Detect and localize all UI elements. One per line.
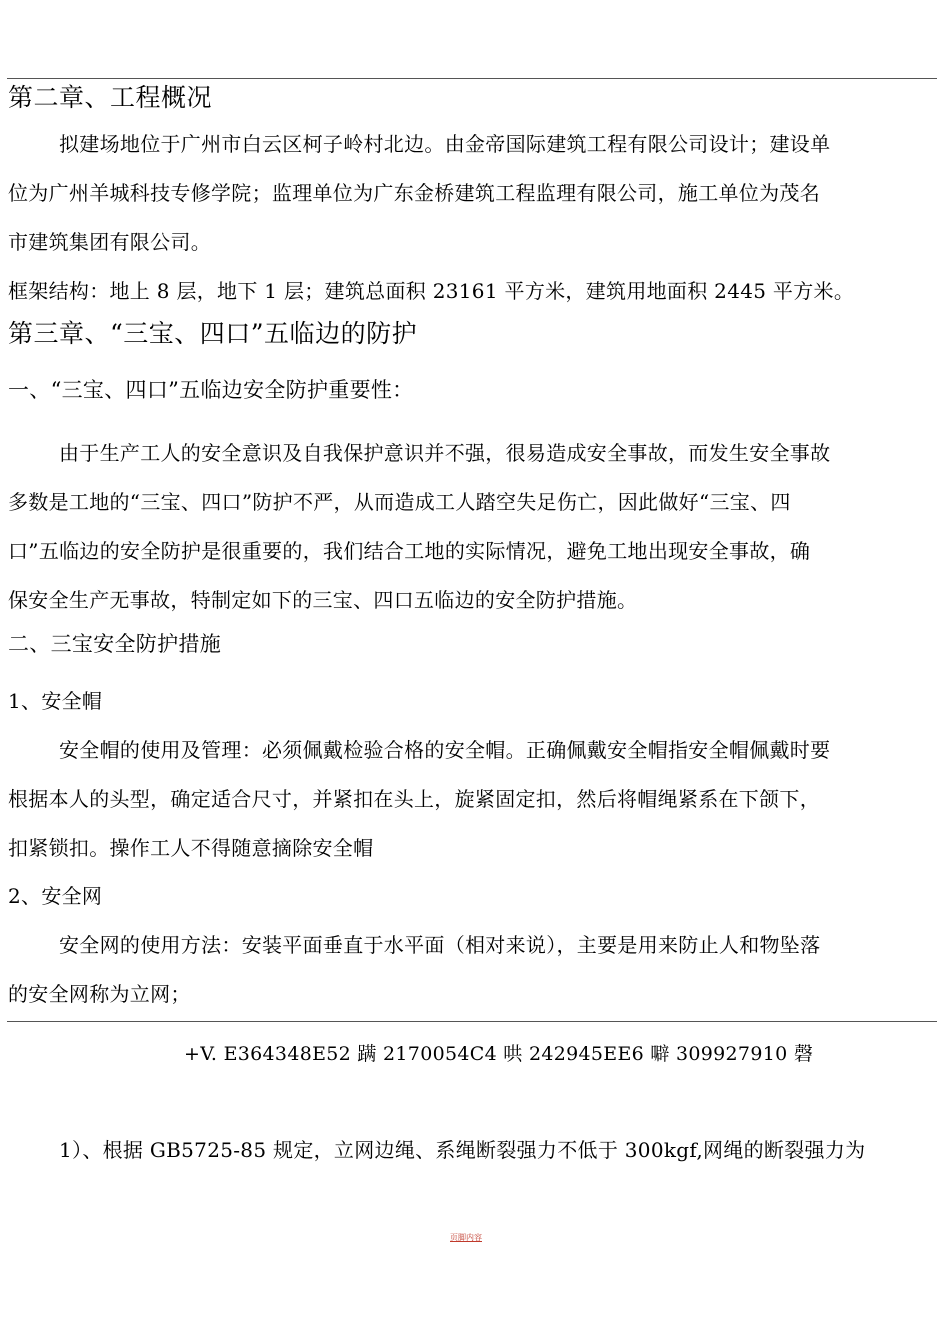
paragraph-line: 市建筑集团有限公司。 xyxy=(8,230,211,254)
paragraph-line: 保安全生产无事故，特制定如下的三宝、四口五临边的安全防护措施。 xyxy=(8,588,638,612)
bottom-divider xyxy=(7,1021,937,1022)
subsection-heading: 1、安全帽 xyxy=(8,689,103,713)
paragraph-line: 1）、根据 GB5725-85 规定，立网边绳、系绳断裂强力不低于 300kgf,网绳的断裂强力为 xyxy=(59,1138,866,1162)
paragraph-line: 位为广州羊城科技专修学院；监理单位为广东金桥建筑工程监理有限公司，施工单位为茂名 xyxy=(8,181,820,205)
paragraph-line: 框架结构：地上 8 层，地下 1 层；建筑总面积 23161 平方米，建筑用地面积 2445 平方米。 xyxy=(8,279,855,303)
chapter-3-heading: 第三章、“三宝、四口”五临边的防护 xyxy=(8,319,418,348)
paragraph-line: 的安全网称为立网； xyxy=(8,982,191,1006)
section-2-heading: 二、三宝安全防护措施 xyxy=(8,632,221,656)
paragraph-line: 安全网的使用方法：安装平面垂直于水平面（相对来说），主要是用来防止人和物坠落 xyxy=(59,933,821,957)
footer-link[interactable]: 页脚内容 xyxy=(450,1233,482,1242)
paragraph-line: 安全帽的使用及管理：必须佩戴检验合格的安全帽。正确佩戴安全帽指安全帽佩戴时要 xyxy=(59,738,831,762)
code-line: +V. E364348E52 蹒 2170054C4 哄 242945EE6 噼 309927910 磬 xyxy=(184,1043,814,1065)
top-divider xyxy=(7,78,937,79)
paragraph-line: 拟建场地位于广州市白云区柯子岭村北边。由金帝国际建筑工程有限公司设计；建设单 xyxy=(59,132,831,156)
paragraph-line: 口”五临边的安全防护是很重要的，我们结合工地的实际情况，避免工地出现安全事故，确 xyxy=(8,539,811,563)
chapter-2-heading: 第二章、工程概况 xyxy=(8,83,213,112)
paragraph-line: 扣紧锁扣。操作工人不得随意摘除安全帽 xyxy=(8,836,374,860)
paragraph-line: 由于生产工人的安全意识及自我保护意识并不强，很易造成安全事故，而发生安全事故 xyxy=(59,441,831,465)
paragraph-line: 多数是工地的“三宝、四口”防护不严，从而造成工人踏空失足伤亡，因此做好“三宝、四 xyxy=(8,490,791,514)
subsection-heading: 2、安全网 xyxy=(8,884,103,908)
paragraph-line: 根据本人的头型，确定适合尺寸，并紧扣在头上，旋紧固定扣，然后将帽绳紧系在下颌下， xyxy=(8,787,820,811)
section-1-heading: 一、“三宝、四口”五临边安全防护重要性： xyxy=(8,378,414,402)
